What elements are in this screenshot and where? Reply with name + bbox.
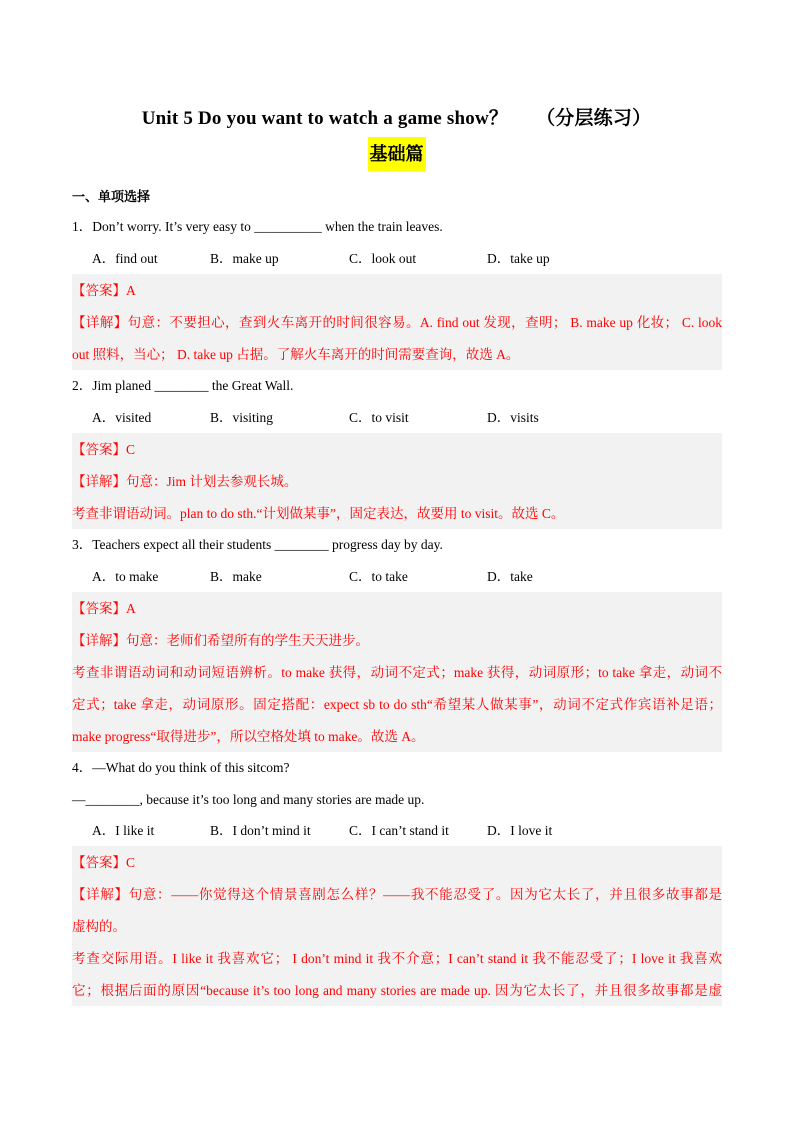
question-4-stem-reply: —________, because it’s too long and many stories are made up. xyxy=(72,792,425,807)
answer-label: 【答案】C xyxy=(72,855,136,870)
detail-line: 【详解】句意：——你觉得这个情景喜剧怎么样？——我不能忍受了。因为它太长了，并且很多故事都是 xyxy=(72,887,722,902)
title-english: Unit 5 Do you want to watch a game show？ xyxy=(141,108,509,129)
detail-line: 它；根据后面的原因“because it’s too long and many stories are made up. 因为它太长了，并且很多故事都是虚 xyxy=(72,983,722,998)
option-b: B．I don’t mind it xyxy=(210,823,311,838)
option-a: A．visited xyxy=(92,410,152,425)
option-b: B．make xyxy=(210,569,262,584)
question-4-stem: 4．—What do you think of this sitcom? xyxy=(72,760,290,775)
detail-line: 考查交际用语。I like it 我喜欢它； I don’t mind it 我不介意；I can’t stand it 我不能忍受了；I love it 我喜欢 xyxy=(72,951,722,966)
detail-line: 【详解】句意：Jim 计划去参观长城。 xyxy=(72,474,298,489)
detail-line: 定式；take 拿走，动词原形。固定搭配：expect sb to do sth“希望某人做某事”，动词不定式作宾语补足语； xyxy=(72,697,722,712)
detail-line: out 照料，当心； D. take up 占据。了解火车离开的时间需要查询，故选 A。 xyxy=(72,347,520,362)
answer-label: 【答案】A xyxy=(72,283,136,298)
question-3-stem: 3．Teachers expect all their students ________ progress day by day. xyxy=(72,537,443,552)
detail-line: 虚构的。 xyxy=(72,919,126,934)
detail-line: 考查非谓语动词和动词短语辨析。to make 获得，动词不定式；make 获得，动词原形；to take 拿走，动词不 xyxy=(72,665,722,680)
option-a: A．I like it xyxy=(92,823,155,838)
option-d: D．I love it xyxy=(487,823,553,838)
option-d: D．visits xyxy=(487,410,539,425)
question-1-stem: 1．Don’t worry. It’s very easy to __________ when the train leaves. xyxy=(72,219,443,234)
option-c: C．look out xyxy=(349,251,417,266)
section-heading: 一、单项选择 xyxy=(72,190,151,205)
title-chinese: （分层练习） xyxy=(536,108,652,129)
detail-line: 【详解】句意：老师们希望所有的学生天天进步。 xyxy=(72,633,369,648)
detail-line: make progress“取得进步”，所以空格处填 to make。故选 A。 xyxy=(72,729,425,744)
detail-line: 考查非谓语动词。plan to do sth.“计划做某事”，固定表达，故要用 to visit。故选 C。 xyxy=(72,506,565,521)
answer-label: 【答案】A xyxy=(72,601,136,616)
answer-label: 【答案】C xyxy=(72,442,136,457)
option-c: C．to take xyxy=(349,569,408,584)
subtitle-wrap xyxy=(0,137,793,171)
option-c: C．I can’t stand it xyxy=(349,823,449,838)
option-a: A．to make xyxy=(92,569,159,584)
option-d: D．take xyxy=(487,569,533,584)
option-a: A．find out xyxy=(92,251,158,266)
detail-line: 【详解】句意：不要担心，查到火车离开的时间很容易。A. find out 发现，查明； B. make up 化妆； C. look xyxy=(72,315,722,330)
option-d: D．take up xyxy=(487,251,550,266)
option-b: B．visiting xyxy=(210,410,274,425)
page-title xyxy=(0,103,793,130)
question-2-stem: 2．Jim planed ________ the Great Wall. xyxy=(72,378,294,393)
option-c: C．to visit xyxy=(349,410,409,425)
option-b: B．make up xyxy=(210,251,279,266)
subtitle-highlight: 基础篇 xyxy=(368,137,426,171)
